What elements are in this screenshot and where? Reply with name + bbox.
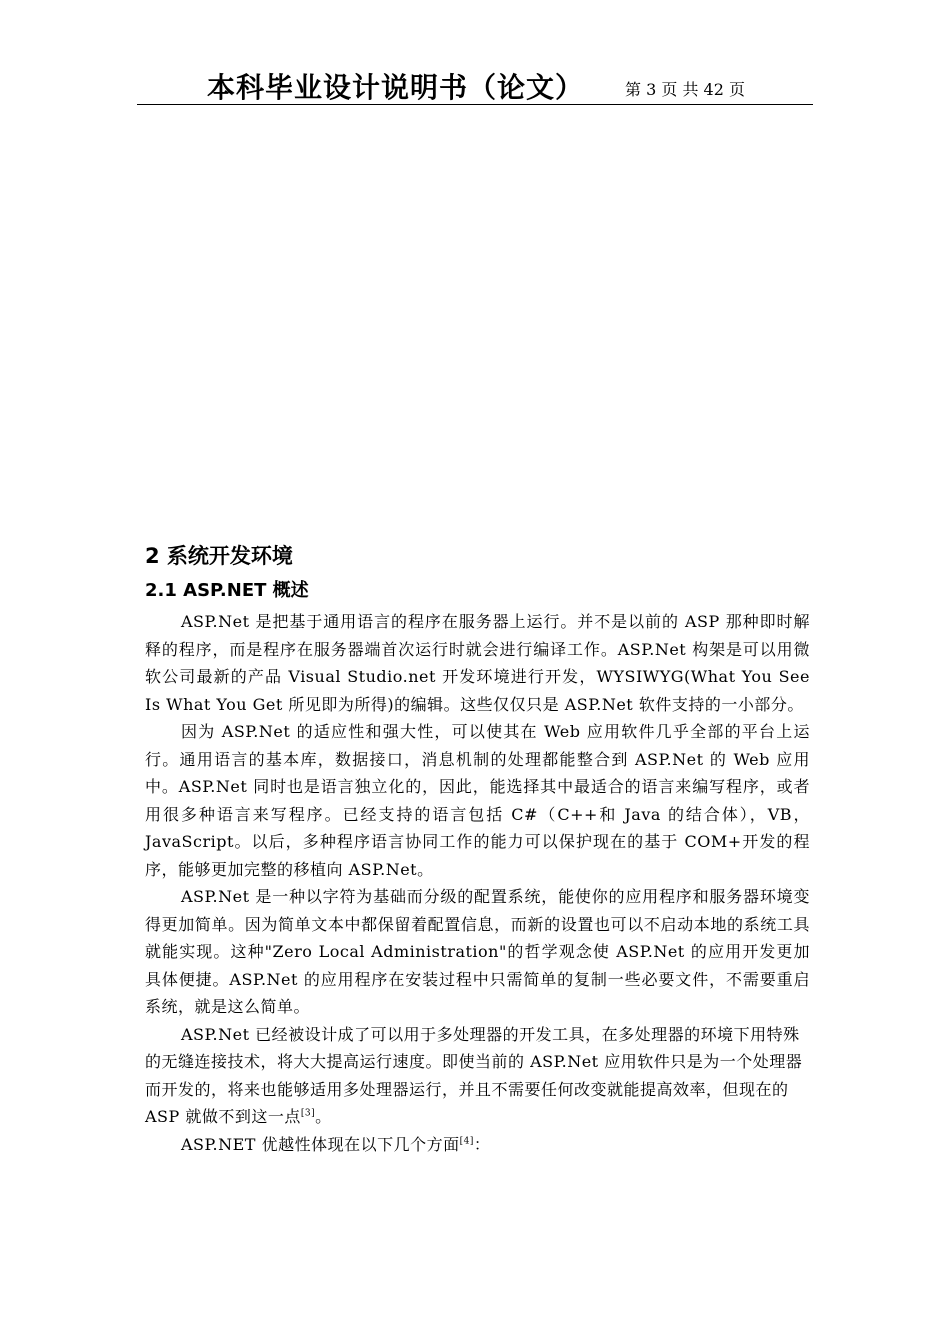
paragraph-tail: 。 — [315, 1107, 332, 1126]
paragraph-1 — [145, 608, 810, 718]
paragraph-text: ASP.Net 是一种以字符为基础而分级的配置系统，能使你的应用程序和服务器环境变得更加简单。因为简单文本中都保留着配置信息，而新的设置也可以不启动本地的系统工具就能实现。这种"Zero Local Administration"的哲学观念使 ASP.Net 的应用开发更加具体便捷。ASP.Net 的应用程序在安装过程中只需简单的复制一些必要文件，不需要重启系统，就是这么简单。 — [145, 887, 810, 1016]
section-heading: 2.1 ASP.NET 概述 — [145, 580, 309, 601]
paragraph-text: ASP.Net 是把基于通用语言的程序在服务器上运行。并不是以前的 ASP 那种即时解释的程序，而是程序在服务器端首次运行时就会进行编译工作。ASP.Net 构架是可以用微软公司最新的产品 Visual Studio.net 开发环境进行开发，WYSIWYG(What You See Is What You Get 所见即为所得)的编辑。这些仅仅只是 ASP.Net 软件支持的一小部分。 — [145, 612, 810, 714]
paragraph-tail: ： — [473, 1134, 491, 1154]
paragraph-text: ASP.Net 已经被设计成了可以用于多处理器的开发工具，在多处理器的环境下用特殊的无缝连接技术，将大大提高运行速度。即使当前的 ASP.Net 应用软件只是为一个处理器而开发的，将来也能够适用多处理器运行，并且不需要任何改变就能提高效率，但现在的 ASP 就做不到这一点 — [145, 1024, 803, 1126]
page-header — [137, 60, 813, 105]
document-body — [145, 530, 810, 1158]
chapter-heading: 2 系统开发环境 — [145, 544, 293, 568]
paragraph-2 — [145, 718, 810, 883]
page-number: 第 3 页 共 42 页 — [625, 80, 745, 99]
paragraph-4 — [145, 1021, 810, 1131]
paragraph-text: ASP.NET 优越性体现在以下几个方面 — [181, 1134, 460, 1154]
paragraph-text: 因为 ASP.Net 的适应性和强大性，可以使其在 Web 应用软件几乎全部的平台上运行。通用语言的基本库，数据接口，消息机制的处理都能整合到 ASP.Net 的 Web 应用中。ASP.Net 同时也是语言独立化的，因此，能选择其中最适合的语言来编写程序，或者用很多种语言来写程序。已经支持的语言包括 C#（C++和 Java 的结合体），VB，JavaScript。以后，多种程序语言协同工作的能力可以保护现在的基于 COM+开发的程序，能够更加完整的移植向 ASP.Net。 — [145, 722, 810, 879]
document-title: 本科毕业设计说明书（论文） — [207, 71, 585, 104]
citation-marker[interactable]: [3] — [300, 1108, 316, 1119]
paragraph-5 — [145, 1131, 810, 1159]
citation-marker[interactable]: [4] — [459, 1136, 474, 1147]
paragraph-3 — [145, 883, 810, 1021]
